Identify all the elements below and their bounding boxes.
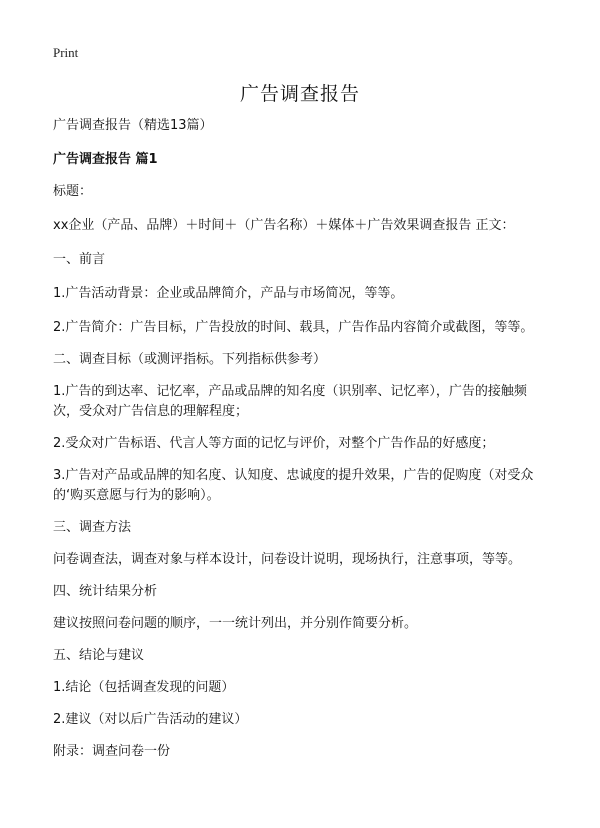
body-paragraph: 1.广告的到达率、记忆率，产品或品牌的知名度（识别率、记忆率），广告的接触频次，受众对广告信息的理解程度； [53, 384, 527, 419]
body-paragraph: 2.广告简介：广告目标，广告投放的时间、载具，广告作品内容简介或截图，等等。 [53, 320, 534, 335]
body-paragraph: 1.广告活动背景：企业或品牌简介，产品与市场简况，等等。 [53, 286, 404, 301]
section-heading: 一、前言 [53, 252, 106, 267]
body-paragraph: xx企业（产品、品牌）＋时间＋（广告名称）＋媒体＋广告效果调查报告 正文： [53, 218, 515, 233]
body-paragraph: 2.建议（对以后广告活动的建议） [53, 712, 248, 727]
body-paragraph: 2.受众对广告标语、代言人等方面的记忆与评价，对整个广告作品的好感度； [53, 436, 495, 451]
print-link[interactable]: Print [53, 45, 79, 60]
section-heading: 四、统计结果分析 [53, 584, 158, 599]
body-paragraph: 标题： [53, 184, 93, 199]
subtitle-paragraph: 广告调查报告（精选13篇） [53, 118, 213, 133]
section-heading: 三、调查方法 [53, 520, 132, 535]
body-paragraph: 3.广告对产品或品牌的知名度、认知度、忠诚度的提升效果，广告的促购度（对受众的‘购买意愿与行为的影响）。 [53, 468, 534, 503]
body-paragraph: 问卷调查法，调查对象与样本设计，问卷设计说明，现场执行，注意事项，等等。 [53, 552, 522, 567]
document-body [53, 116, 548, 762]
appendix-paragraph: 附录：调查问卷一份 [53, 744, 171, 759]
section-heading: 二、调查目标（或测评指标。下列指标供参考） [53, 352, 327, 367]
section-heading: 广告调查报告 篇1 [53, 152, 158, 167]
section-heading: 五、结论与建议 [53, 648, 145, 663]
body-paragraph: 1.结论（包括调查发现的问题） [53, 680, 235, 695]
document-title: 广告调查报告 [239, 83, 360, 105]
body-paragraph: 建议按照问卷问题的顺序，一一统计列出，并分别作简要分析。 [53, 616, 418, 631]
